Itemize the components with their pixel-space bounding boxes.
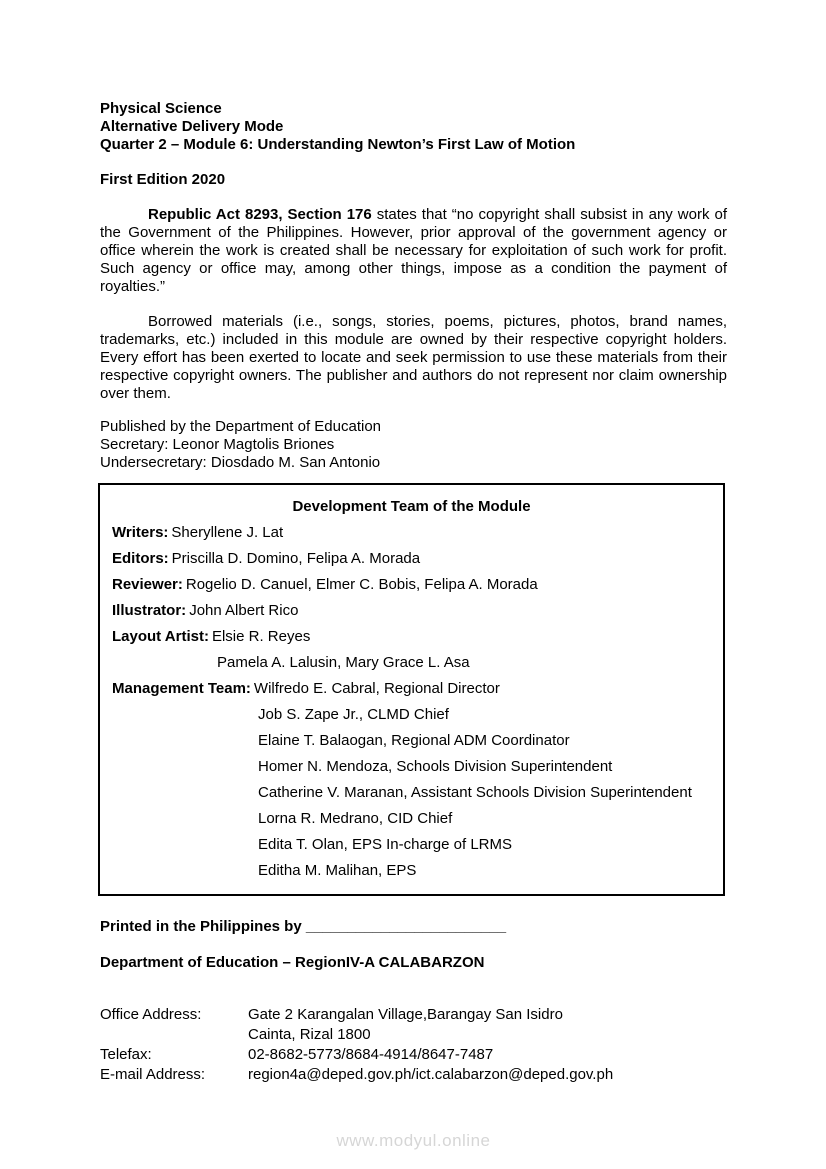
dev-team-row (112, 650, 711, 676)
dev-team-row (112, 520, 711, 546)
dev-team-row (112, 858, 711, 884)
contact-row (100, 1045, 727, 1065)
dt-text: Elaine T. Balaogan, Regional ADM Coordinator (258, 732, 570, 749)
dev-team-row (112, 780, 711, 806)
dt-text: Editha M. Malihan, EPS (258, 862, 417, 879)
contact-row (100, 1065, 727, 1085)
published-block (100, 418, 727, 472)
copyright-paragraph-1 (100, 206, 727, 296)
dt-label: Management Team: (112, 680, 251, 697)
republic-act-lead: Republic Act 8293, Section 176 (148, 206, 372, 223)
dt-label: Editors: (112, 550, 169, 567)
printed-by-label: Printed in the Philippines by (100, 918, 306, 935)
dev-team-row (112, 754, 711, 780)
watermark: www.modyul.online (336, 1131, 491, 1150)
module-title-line: Quarter 2 – Module 6: Understanding Newton’s First Law of Motion (100, 136, 576, 153)
dt-text: Rogelio D. Canuel, Elmer C. Bobis, Felipa A. Morada (185, 576, 538, 593)
contact-row (100, 1025, 727, 1045)
dt-text: Pamela A. Lalusin, Mary Grace L. Asa (217, 654, 470, 671)
edition-line: First Edition 2020 (100, 171, 226, 188)
dt-text: Elsie R. Reyes (211, 628, 311, 645)
dev-team-row (112, 624, 711, 650)
subject-title: Physical Science (100, 100, 222, 117)
contact-block (100, 1005, 727, 1085)
contact-row (100, 1005, 727, 1025)
dev-team-row (112, 598, 711, 624)
printed-in-line (100, 918, 727, 936)
dt-label: Illustrator: (112, 602, 187, 619)
copyright-paragraph-2: Borrowed materials (i.e., songs, stories, poems, pictures, photos, brand names, trademarks, etc.) included in this module are owned by their respective copyright holders. Every effort has been exerted to locate and seek permission to use these materials from their respective copyright owners. The publisher and authors do not represent nor claim ownership over them. (100, 313, 727, 402)
dt-text: Wilfredo E. Cabral, Regional Director (253, 680, 500, 697)
contact-value: 02-8682-5773/8684-4914/8647-7487 (248, 1046, 494, 1063)
undersecretary-line: Undersecretary: Diosdado M. San Antonio (100, 454, 381, 471)
dt-text: Edita T. Olan, EPS In-charge of LRMS (258, 836, 513, 853)
copyright-paragraph-1-text: states that “no copyright shall subsist in any work of the Government of the Philippines. However, prior approval of the government agency or office wherein the work is created shall be necessary for exploitation of such work for profit. Such agency or office may, among other things, impose as a condition the payment of royalties.” (100, 206, 727, 295)
dt-label: Writers: (112, 524, 169, 541)
delivery-mode-line: Alternative Delivery Mode (100, 118, 284, 135)
contact-label: Office Address: (100, 1006, 202, 1023)
dev-team-row (112, 806, 711, 832)
dt-label: Reviewer: (112, 576, 183, 593)
dt-text: Sheryllene J. Lat (171, 524, 284, 541)
dt-text: Lorna R. Medrano, CID Chief (258, 810, 453, 827)
dev-team-title: Development Team of the Module (292, 498, 531, 515)
published-by-line: Published by the Department of Education (100, 418, 382, 435)
contact-value: region4a@deped.gov.ph/ict.calabarzon@deped.gov.ph (248, 1066, 614, 1083)
dt-text: Homer N. Mendoza, Schools Division Superintendent (258, 758, 613, 775)
dt-text: Job S. Zape Jr., CLMD Chief (258, 706, 449, 723)
dev-team-box (98, 483, 725, 896)
dt-text: Catherine V. Maranan, Assistant Schools Division Superintendent (258, 784, 692, 801)
dt-text: Priscilla D. Domino, Felipa A. Morada (171, 550, 421, 567)
contact-label (100, 1025, 248, 1045)
contact-value: Gate 2 Karangalan Village,Barangay San Isidro (248, 1006, 563, 1023)
department-line: Department of Education – RegionIV-A CALABARZON (100, 954, 485, 971)
dev-team-row (112, 546, 711, 572)
dt-text: John Albert Rico (189, 602, 299, 619)
dev-team-row (112, 832, 711, 858)
contact-value: Cainta, Rizal 1800 (248, 1026, 371, 1043)
secretary-line: Secretary: Leonor Magtolis Briones (100, 436, 335, 453)
contact-label: Telefax: (100, 1046, 152, 1063)
dev-team-row (112, 728, 711, 754)
contact-label: E-mail Address: (100, 1066, 206, 1083)
printed-by-blank: ________________________ (305, 918, 507, 935)
dev-team-row (112, 572, 711, 598)
dev-team-row (112, 702, 711, 728)
header-block (100, 100, 727, 154)
dt-label: Layout Artist: (112, 628, 209, 645)
dev-team-row (112, 676, 711, 702)
